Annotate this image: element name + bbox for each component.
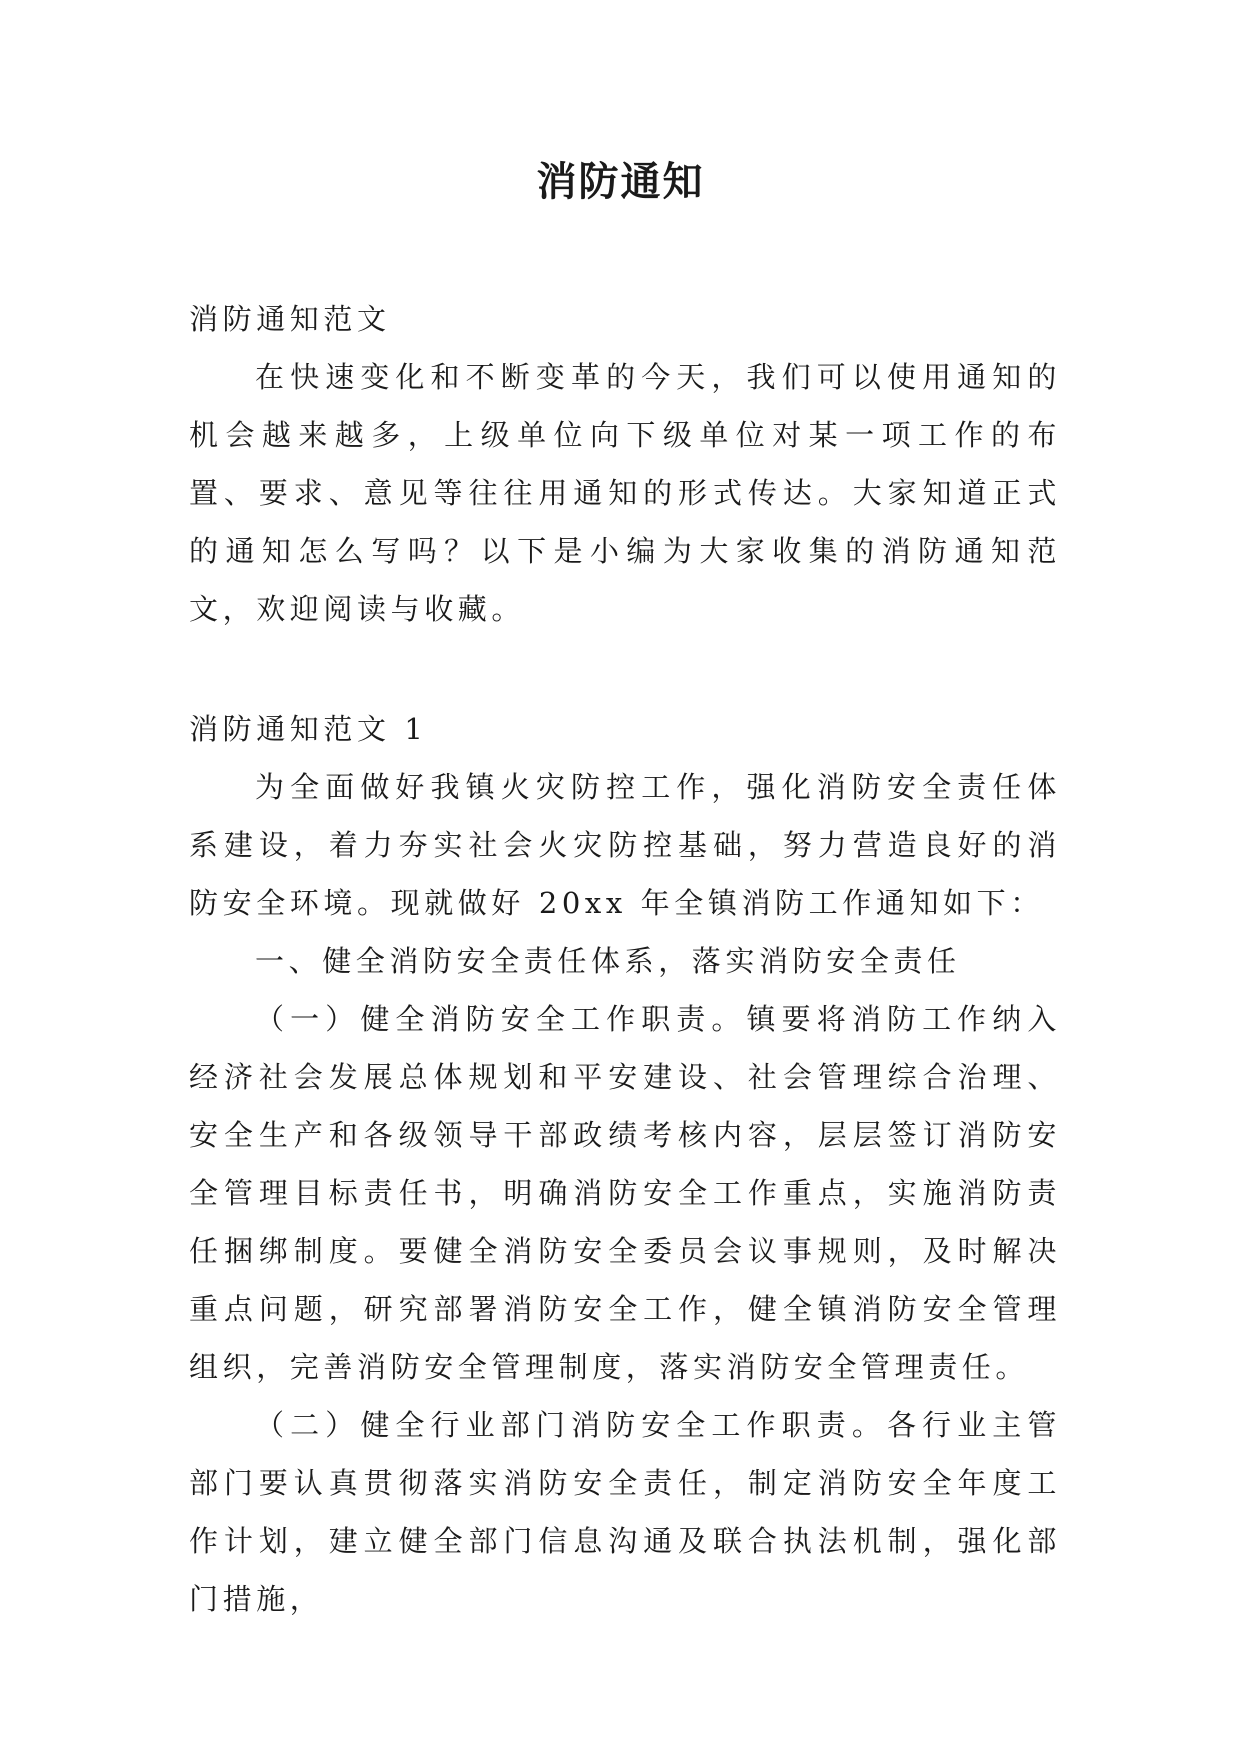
body-paragraph: （一）健全消防安全工作职责。镇要将消防工作纳入经济社会发展总体规划和平安建设、社会管理综合治理、安全生产和各级领导干部政绩考核内容，层层签订消防安全管理目标责任书，明确消防安全工作重点，实施消防责任捆绑制度。要健全消防安全委员会议事规则，及时解决重点问题，研究部署消防安全工作，健全镇消防安全管理组织，完善消防安全管理制度，落实消防安全管理责任。 (189, 1002, 1061, 1384)
sample1-section (189, 700, 1061, 1628)
intro-paragraph: 在快速变化和不断变革的今天，我们可以使用通知的机会越来越多，上级单位向下级单位对某一项工作的布置、要求、意见等往往用通知的形式传达。大家知道正式的通知怎么写吗？以下是小编为大家收集的消防通知范文，欢迎阅读与收藏。 (189, 360, 1061, 626)
section-heading: 消防通知范文 (189, 302, 391, 336)
body-paragraph: 为全面做好我镇火灾防控工作，强化消防安全责任体系建设，着力夯实社会火灾防控基础，努力营造良好的消防安全环境。现就做好 20xx 年全镇消防工作通知如下： (189, 770, 1061, 920)
document-title: 消防通知 (536, 159, 705, 205)
intro-section (189, 290, 1061, 638)
subheading-paragraph: 一、健全消防安全责任体系，落实消防安全责任 (255, 944, 961, 978)
section-heading: 消防通知范文 1 (189, 712, 428, 746)
body-paragraph: （二）健全行业部门消防安全工作职责。各行业主管部门要认真贯彻落实消防安全责任，制定消防安全年度工作计划，建立健全部门信息沟通及联合执法机制，强化部门措施， (189, 1408, 1061, 1616)
